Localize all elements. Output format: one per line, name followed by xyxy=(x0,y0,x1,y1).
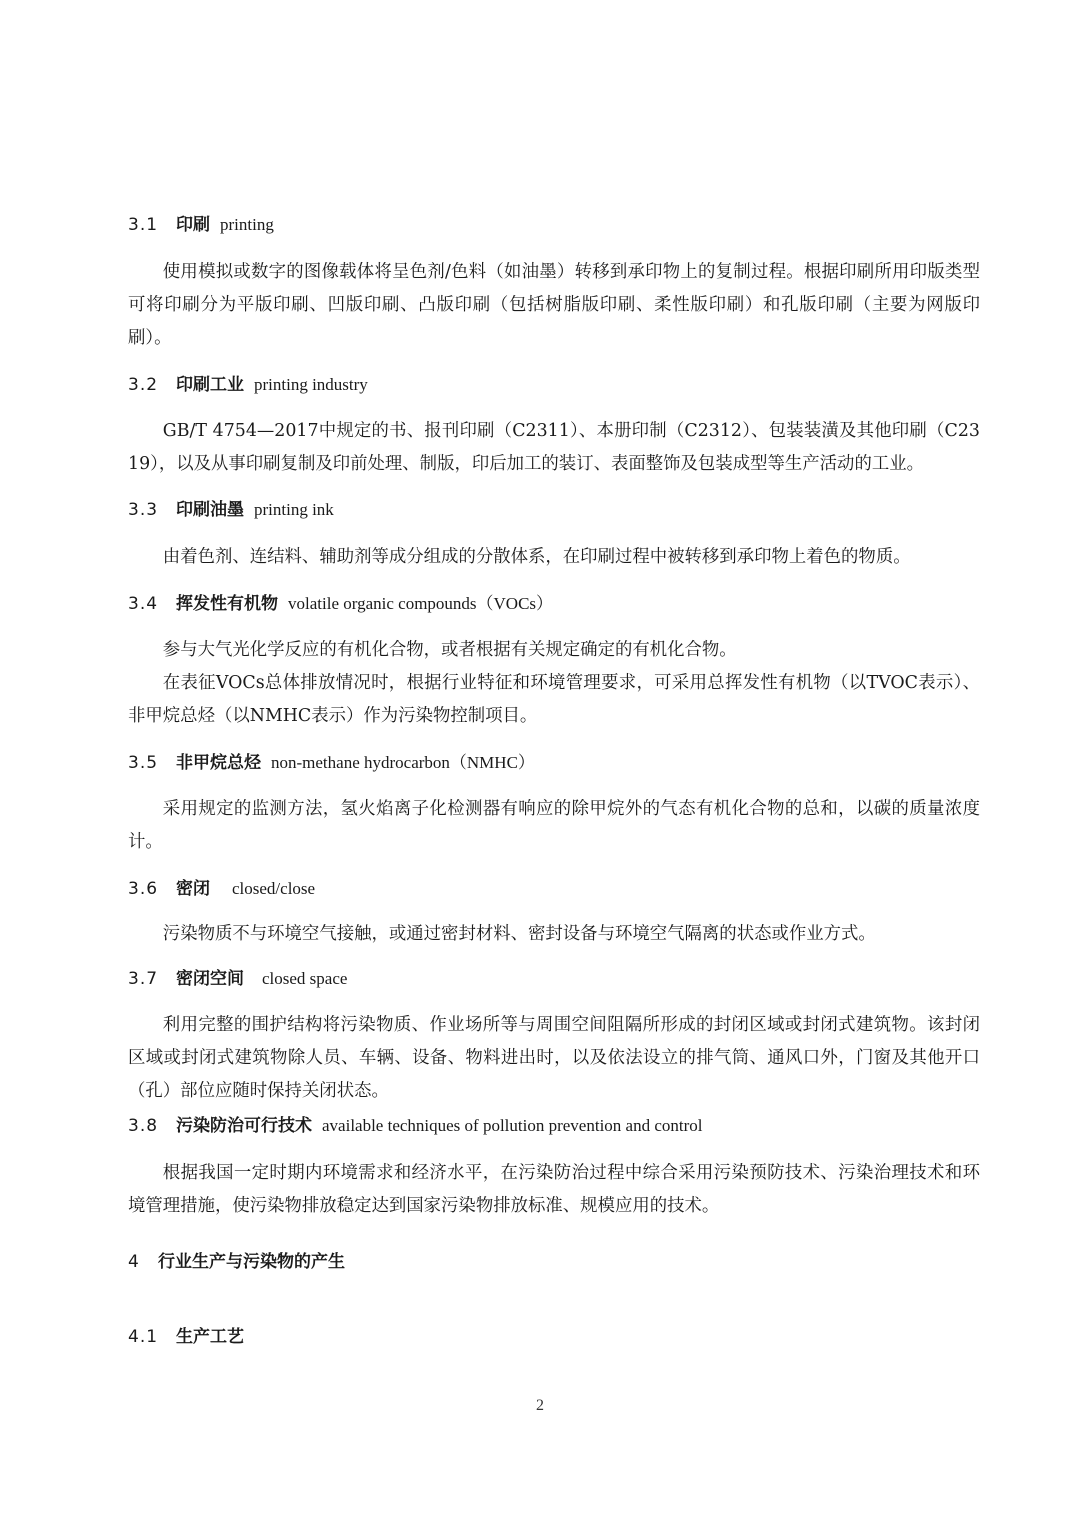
section-number: 3.5 xyxy=(128,753,159,773)
section-number: 3.7 xyxy=(128,969,159,989)
section-paragraph: 污染物质不与环境空气接触，或通过密封材料、密封设备与环境空气隔离的状态或作业方式。 xyxy=(162,924,876,944)
section-title-zh: 印刷 xyxy=(176,215,210,235)
section-title-zh: 密闭 xyxy=(176,879,210,899)
section-heading-3-4 xyxy=(128,592,553,616)
section-title-zh: 挥发性有机物 xyxy=(176,594,278,614)
chapter-number: 4 xyxy=(128,1252,140,1272)
subsection-title: 生产工艺 xyxy=(176,1327,244,1347)
section-title-en: printing xyxy=(220,215,274,234)
section-paragraph: 由着色剂、连结料、辅助剂等成分组成的分散体系，在印刷过程中被转移到承印物上着色的物质。 xyxy=(162,547,911,567)
section-title-en: available techniques of pollution prevention and control xyxy=(322,1116,703,1135)
section-title-zh: 污染防治可行技术 xyxy=(176,1116,312,1136)
section-heading-3-7 xyxy=(128,967,347,991)
section-number: 3.6 xyxy=(128,879,159,899)
section-title-en: closed/close xyxy=(232,879,316,898)
section-title-en: closed space xyxy=(262,969,348,988)
section-title-en: volatile organic compounds（VOCs） xyxy=(288,594,554,613)
subsection-heading-4-1 xyxy=(128,1325,254,1349)
section-number: 3.1 xyxy=(128,215,159,235)
section-heading-3-8 xyxy=(128,1114,703,1138)
section-paragraph: GB/T 4754—2017中规定的书、报刊印刷（C2311）、本册印制（C2312）、包装装潢及其他印刷（C2319），以及从事印刷复制及印前处理、制版，印后加工的装订、表面整饰及包装成型等生产活动的工业。 xyxy=(128,421,980,474)
section-paragraph: 参与大气光化学反应的有机化合物，或者根据有关规定确定的有机化合物。 xyxy=(162,640,737,660)
section-title-en: printing ink xyxy=(254,500,334,519)
chapter-heading-4 xyxy=(128,1250,355,1274)
section-paragraph: 使用模拟或数字的图像载体将呈色剂/色料（如油墨）转移到承印物上的复制过程。根据印刷所用印版类型可将印刷分为平版印刷、凹版印刷、凸版印刷（包括树脂版印刷、柔性版印刷）和孔版印刷（主要为网版印刷）。 xyxy=(128,262,980,348)
section-title-en: printing industry xyxy=(254,375,368,394)
section-number: 3.4 xyxy=(128,594,159,614)
section-number: 3.8 xyxy=(128,1116,159,1136)
section-heading-3-5 xyxy=(128,751,535,775)
chapter-title: 行业生产与污染物的产生 xyxy=(158,1252,345,1272)
section-number: 3.3 xyxy=(128,500,159,520)
page-number: 2 xyxy=(536,1397,544,1414)
section-title-zh: 非甲烷总烃 xyxy=(176,753,261,773)
section-heading-3-3 xyxy=(128,498,334,522)
section-title-zh: 印刷工业 xyxy=(176,375,244,395)
section-paragraph: 采用规定的监测方法，氢火焰离子化检测器有响应的除甲烷外的气态有机化合物的总和，以碳的质量浓度计。 xyxy=(128,799,980,852)
section-heading-3-2 xyxy=(128,373,368,397)
section-title-zh: 印刷油墨 xyxy=(176,500,244,520)
section-heading-3-6 xyxy=(128,877,315,901)
section-title-en: non-methane hydrocarbon（NMHC） xyxy=(271,753,535,772)
section-number: 3.2 xyxy=(128,375,159,395)
section-heading-3-1 xyxy=(128,213,274,237)
section-paragraph: 在表征VOCs总体排放情况时，根据行业特征和环境管理要求，可采用总挥发性有机物（以TVOC表示）、非甲烷总烃（以NMHC表示）作为污染物控制项目。 xyxy=(128,673,980,726)
section-paragraph: 根据我国一定时期内环境需求和经济水平，在污染防治过程中综合采用污染预防技术、污染治理技术和环境管理措施，使污染物排放稳定达到国家污染物排放标准、规模应用的技术。 xyxy=(128,1163,980,1216)
section-title-zh: 密闭空间 xyxy=(176,969,244,989)
subsection-number: 4.1 xyxy=(128,1327,159,1347)
section-paragraph: 利用完整的围护结构将污染物质、作业场所等与周围空间阻隔所形成的封闭区域或封闭式建筑物。该封闭区域或封闭式建筑物除人员、车辆、设备、物料进出时，以及依法设立的排气筒、通风口外，门窗及其他开口（孔）部位应随时保持关闭状态。 xyxy=(128,1015,980,1101)
